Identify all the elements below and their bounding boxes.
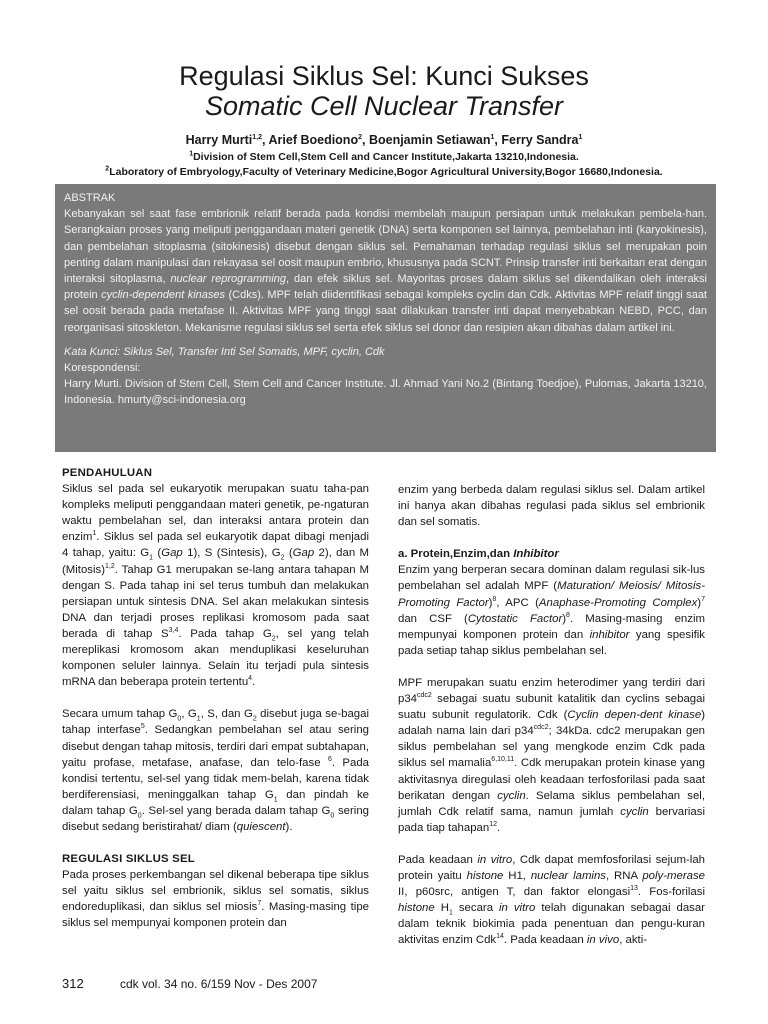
text-run: Secara umum tahap G xyxy=(62,708,178,721)
text-run: dan CSF ( xyxy=(398,612,468,625)
abstract-text xyxy=(64,206,707,336)
section-heading-regulasi: REGULASI SIKLUS SEL xyxy=(62,853,195,866)
text-run: enzim yang berbeda dalam regulasi siklus sel. Dalam artikel ini hanya akan dibahas regulasi pada siklus sel embrionik dan sel somatis. xyxy=(398,484,705,529)
abstract-text-a: Kebanyakan sel saat fase embrionik relatif berada pada kondisi membelah maupun persiapan untuk melakukan pembela-han. Serangkaian proses yang meliputi penggandaan materi genetik (DNA) serta komponen sel lainnya, pembelahan inti (karyokinesis), dan pembelahan sitoplasma (sitokinesis) disebut dengan siklus sel. Pemahaman terhadap regulasi siklus sel merupakan poin penting dalam manipulasi dan rekayasa sel oosit maupun embrio, khususnya pada SCNT. Prinsip transfer inti berkaitan erat dengan interaksi sitoplasma, xyxy=(64,208,707,286)
paragraph xyxy=(398,852,705,949)
text-run: MPF merupakan suatu enzim heterodimer yang terdiri dari p34 xyxy=(398,676,705,706)
superscript: 5 xyxy=(140,723,145,731)
left-column xyxy=(62,465,369,948)
superscript: cdc2 xyxy=(533,724,549,732)
italic-text: poly-merase xyxy=(642,869,705,882)
affiliation-1 xyxy=(0,151,768,163)
text-run: H xyxy=(434,902,449,915)
abstract-text-d: cyclin-dependent kinases xyxy=(101,289,226,302)
text-run: yang spesifik pada setiap tahap siklus pembelahan sel. xyxy=(398,628,705,657)
text-run: II, p60src, antigen T, dan faktor elongasi xyxy=(398,886,631,899)
text-run: ) xyxy=(488,596,493,609)
author-affiliation-sup: 1 xyxy=(490,133,495,141)
section-heading-pendahuluan: PENDAHULUAN xyxy=(62,467,153,479)
text-run: . Fos-forilasi xyxy=(637,886,705,899)
text-run: bervariasi pada tiap tahapan xyxy=(398,805,705,834)
subscript: 0 xyxy=(177,715,182,723)
subscript: 2 xyxy=(280,554,285,562)
correspondence-label: Korespondensi: xyxy=(64,362,141,375)
subscript: 1 xyxy=(196,715,201,723)
author-list xyxy=(0,133,768,147)
subsection-heading-a xyxy=(398,546,705,562)
text-run: . Cdk merupakan protein kinase yang aktivitasnya diregulasi oleh keadaan terfosforilasi pada saat berikatan dengan xyxy=(398,757,706,802)
author-separator: , xyxy=(262,133,269,147)
text-run: . Siklus sel pada sel eukaryotik dapat dibagi menjadi 4 tahap, yaitu: G xyxy=(62,531,369,560)
author-separator: , xyxy=(494,133,502,147)
italic-text: Cytostatic Factor xyxy=(467,612,563,625)
superscript: 12 xyxy=(489,820,498,828)
italic-text: in vitro xyxy=(499,902,536,915)
paper-title-line2: Somatic Cell Nuclear Transfer xyxy=(204,91,564,121)
affiliation-1-sup: 1 xyxy=(189,150,194,158)
abstract-keywords xyxy=(64,344,707,360)
subscript: 1 xyxy=(149,554,154,562)
text-run: ( xyxy=(153,547,162,560)
subscript: 0 xyxy=(330,812,335,820)
superscript: 1 xyxy=(92,530,97,538)
abstract-text-b: nuclear reprogramming xyxy=(170,273,287,286)
affiliation-1-text: Division of Stem Cell,Stem Cell and Cancer Institute,Jakarta 13210,Indonesia. xyxy=(193,151,579,163)
italic-text: histone xyxy=(466,869,504,882)
text-run: . Sedangkan pembelahan sel atau sering disebut dengan tahap mitosis, terdiri dari empat subtahapan, yaitu profase, metafase, anafase, dan telo-fase xyxy=(62,724,369,769)
text-run: , Cdk dapat memfosforilasi sejum-lah protein yaitu xyxy=(398,853,705,882)
italic-text: cyclin xyxy=(620,805,649,818)
text-run: H1, xyxy=(503,869,531,882)
italic-text: Inhibitor xyxy=(513,548,559,561)
italic-text: Gap xyxy=(292,547,315,560)
text-run: . xyxy=(497,821,501,834)
italic-text: Anaphase-Promoting Complex xyxy=(538,596,698,609)
paragraph xyxy=(398,482,705,530)
subscript: 2 xyxy=(252,715,257,723)
italic-text: histone xyxy=(398,902,435,915)
author-name: Arief Boediono xyxy=(268,133,359,147)
author-name: Ferry Sandra xyxy=(501,133,579,147)
text-run: . Sel-sel yang berada dalam tahap G xyxy=(141,804,331,817)
page-footer xyxy=(62,976,317,991)
text-run: , akti- xyxy=(619,934,648,947)
text-run: . Masing-masing tipe siklus sel mempunyai komponen protein dan xyxy=(62,901,369,930)
text-run: . Pada tahap G xyxy=(178,627,272,640)
abstract-heading: ABSTRAK xyxy=(64,192,116,204)
affiliation-2-text: Laboratory of Embryology,Faculty of Veterinary Medicine,Bogor Agricultural University,Bogor 16680,Indonesia. xyxy=(109,166,663,178)
text-run: ) xyxy=(697,596,702,609)
italic-text: Gap xyxy=(161,547,183,560)
text-run: 2), dan M (Mitosis) xyxy=(62,547,370,576)
text-run: disebut juga se-bagai tahap interfase xyxy=(62,708,369,737)
superscript: 7 xyxy=(701,595,705,603)
subscript: 1 xyxy=(448,909,453,917)
correspondence-text: Harry Murti. Division of Stem Cell, Stem Cell and Cancer Institute. Jl. Ahmad Yani No.2 (Bintang Toedjoe), Pulomas, Jakarta 13210, Indonesia. hmurty@sci-indonesia.org xyxy=(64,378,707,407)
text-run: . Selama siklus pembelahan sel, jumlah Cdk relatif sama, namun jumlah xyxy=(398,789,705,818)
text-run: ( xyxy=(284,547,293,560)
journal-citation: cdk vol. 34 no. 6/159 Nov - Des 2007 xyxy=(120,977,318,991)
paper-title-line1: Regulasi Siklus Sel: Kunci Sukses xyxy=(179,61,589,91)
text-run: . Tahap G1 merupakan se-lang antara tahapan M dengan S. Pada tahap ini sel terus tumbuh dan melakukan persiapan untuk sintesis DNA. Sel akan melakukan sintesis DNA dan terjadi proses replikasi kromosom pada saat berada di tahap S xyxy=(62,563,369,640)
text-run: a. Protein,Enzim,dan xyxy=(398,548,514,561)
text-run: ). xyxy=(285,820,293,833)
text-run: sering disebut sedang beristirahat/ diam ( xyxy=(62,804,369,833)
italic-text: Cyclin depen-dent kinase xyxy=(567,709,702,722)
author-affiliation-sup: 1 xyxy=(578,133,583,141)
text-run: Pada proses perkembangan sel dikenal beberapa tipe siklus sel yaitu siklus sel embrionik, siklus sel somatis, siklus endoreduplikasi, dan siklus sel miosis xyxy=(62,869,369,914)
paragraph xyxy=(398,675,705,836)
text-run: sebagai suatu subunit katalitik dan cyclins sebagai suatu subunit regulatorik. Cdk ( xyxy=(398,693,705,722)
superscript: cdc2 xyxy=(417,692,432,700)
subscript: 0 xyxy=(137,812,142,820)
keywords-text: Kata Kunci: Siklus Sel, Transfer Inti Sel Somatis, MPF, cyclin, Cdk xyxy=(64,345,385,358)
superscript: 8 xyxy=(492,595,497,603)
text-run: 1), S (Sintesis), G xyxy=(182,547,281,560)
superscript: 8 xyxy=(566,611,570,619)
superscript: 6,10,11 xyxy=(491,756,515,764)
page-number: 312 xyxy=(62,976,84,991)
text-run: secara xyxy=(452,902,500,915)
text-run: , G xyxy=(181,708,197,721)
superscript: 6 xyxy=(327,755,332,763)
text-run: Enzim yang berperan secara dominan dalam regulasi sik-lus pembelahan sel adalah MPF ( xyxy=(398,564,705,593)
superscript: 1,2 xyxy=(105,562,115,570)
italic-text: cyclin xyxy=(497,789,526,802)
paragraph xyxy=(62,481,369,690)
text-run: Pada keadaan xyxy=(398,853,478,866)
affiliation-2-sup: 2 xyxy=(105,165,110,173)
abstract-box xyxy=(55,184,716,452)
italic-text: in vivo xyxy=(586,934,620,947)
superscript: 14 xyxy=(496,933,504,941)
superscript: 4 xyxy=(248,675,253,683)
paragraph xyxy=(62,867,369,931)
right-column xyxy=(398,482,705,964)
text-run: , RNA xyxy=(606,869,643,882)
superscript: 3,4 xyxy=(168,627,179,635)
text-run: . Pada keadaan xyxy=(503,934,587,947)
superscript: 13 xyxy=(630,885,638,893)
subscript: 1 xyxy=(273,796,278,804)
italic-text: inhibitor xyxy=(589,628,630,641)
superscript: 7 xyxy=(257,900,262,908)
text-run: . xyxy=(252,676,256,689)
text-run: dan pindah ke dalam tahap G xyxy=(62,788,369,817)
text-run: . Pada kondisi tertentu, sel-sel yang tidak mem-belah, karena tidak berdiferensiasi, meninggalkan tahap G xyxy=(62,756,369,801)
paragraph xyxy=(62,706,369,835)
author-name: Boenjamin Setiawan xyxy=(368,133,491,147)
italic-text: quiescent xyxy=(236,820,286,833)
author-separator: , xyxy=(362,133,369,147)
text-run: ) xyxy=(562,612,567,625)
text-run: . Masing-masing enzim mempunyai komponen protein dan xyxy=(398,612,705,641)
text-run: , sel yang telah mereplikasi kromosom akan menduplikasi keseluruhan komponen seluler lainnya. Selain itu terjadi pula sintesis mRNA dan beberapa protein tertentu xyxy=(62,627,369,689)
italic-text: in vitro xyxy=(477,853,513,866)
text-run: , APC ( xyxy=(496,596,539,609)
author-affiliation-sup: 2 xyxy=(358,133,362,141)
text-run: Siklus sel pada sel eukaryotik merupakan suatu taha-pan kompleks meliputi penggandaan materi genetik, pe-ngaturan waktu pembelahan sel, dan interaksi antara protein dan enzim xyxy=(62,483,369,544)
text-run: , S, dan G xyxy=(200,708,253,721)
subscript: 2 xyxy=(271,635,276,643)
italic-text: nuclear lamins xyxy=(530,869,606,882)
text-run: ; 34kDa. cdc2 merupakan gen siklus pembelahan sel yang mengkode enzim Cdk pada siklus sel mamalia xyxy=(398,725,706,770)
abstract-text-e: (Cdks). MPF telah diidentifikasi sebagai kompleks cyclin dan Cdk. Aktivitas MPF relatif tinggi saat sel oosit berada pada metafase II. Aktivitas MPF yang tinggi saat dilakukan transfer inti dapat menyebabkan NEBD, PCC, dan reorganisasi sitoskleton. Mekanisme regulasi siklus sel serta efek siklus sel donor dan resipien akan dibahas dalam artikel ini. xyxy=(64,289,707,334)
author-name: Harry Murti xyxy=(185,133,253,147)
affiliation-2 xyxy=(0,166,768,178)
text-run: ) adalah nama lain dari p34 xyxy=(398,709,706,738)
abstract-text-c: , dan efek siklus sel. Mayoritas proses dalam siklus sel dikendalikan oleh interaksi protein xyxy=(64,273,708,302)
text-run: telah digunakan sebagai dasar dalam teknik biokimia pada penentuan dan pengu-kuran aktivitas enzim Cdk xyxy=(398,902,705,947)
paragraph xyxy=(398,562,705,659)
italic-text: Maturation/ Meiosis/ Mitosis-Promoting Factor xyxy=(398,580,705,609)
author-affiliation-sup: 1,2 xyxy=(252,133,263,141)
